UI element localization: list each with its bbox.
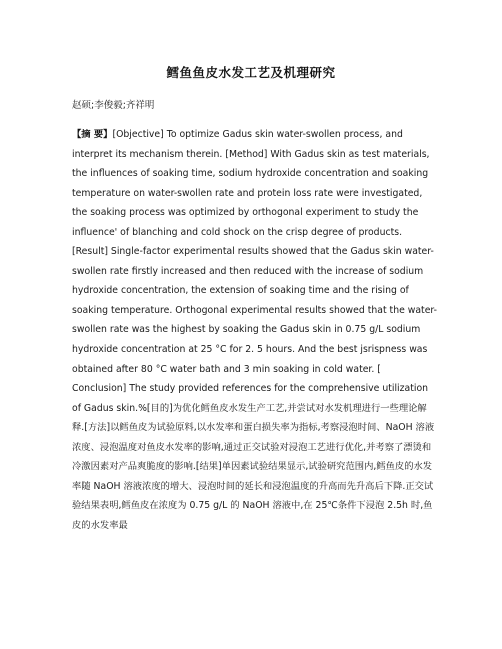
abstract-text: [Objective] To optimize Gadus skin water-swollen process, and interpret its mechanism therein. [Method] With Gadus skin as test materials, the influences of soaking time, sodium hydroxide concentration and soaking temperature on water-swollen rate and protein loss rate were investigated, the soaking process was optimized by orthogonal experiment to study the influence' of blanching and cold shock on the crisp degree of products. [Result] Single-factor experimental results showed that the Gadus skin water-swollen rate firstly increased and then reduced with the increase of sodium hydroxide concentration, the extension of soaking time and the rising of soaking temperature. Orthogonal experimental results showed that the water-swollen rate was the highest by soaking the Gadus skin in 0.75 g/L sodium hydroxide concentration at 25 °C for 2. 5 hours. And the best jsrispness was obtained after 80 °C water bath and 3 min soaking in cold water. [ Conclusion] The study provided references for the comprehensive utilization of Gadus skin.%[目的]为优化鳕鱼皮水发生产工艺,并尝试对水发机理进行一些理论解释.[方法]以鳕鱼皮为试验原料,以水发率和蛋白损失率为指标,考察浸泡时间、NaOH 溶液浓度、浸泡温度对鱼皮水发率的影响,通过正交试验对浸泡工艺进行优化,并考察了漂烫和冷激因素对产品爽脆度的影响.[结果]单因素试验结果显示,试验研究范围内,鳕鱼皮的水发率随 NaOH 溶液浓度的增大、浸泡时间的延长和浸泡温度的升高而先升高后下降.正交试验结果表明,鳕鱼皮在浓度为 0.75 g/L 的 NaOH 溶液中,在 25℃条件下浸泡 2.5h 时,鱼皮的水发率最 [72, 129, 438, 531]
paper-title: 鳕鱼鱼皮水发工艺及机理研究 [166, 65, 336, 80]
abstract-label: 【摘 要】 [72, 129, 113, 140]
author-list: 赵硕;李俊毅;齐祥明 [72, 100, 155, 111]
abstract-paragraph [72, 125, 438, 535]
